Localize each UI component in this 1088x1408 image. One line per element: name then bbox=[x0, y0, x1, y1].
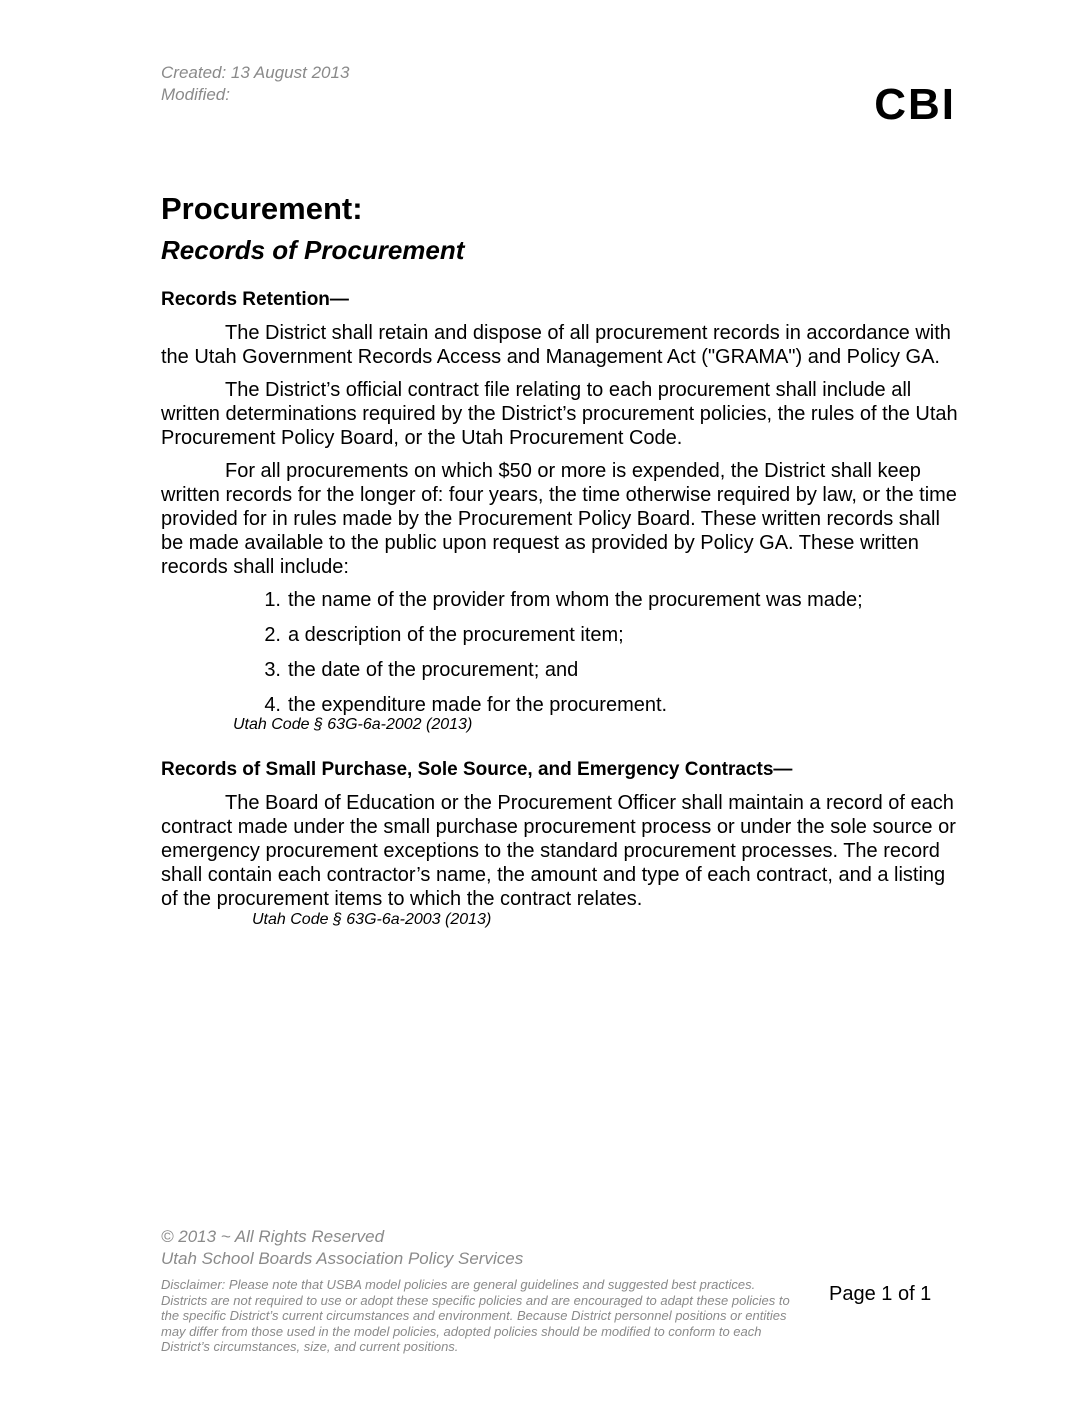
section-heading-records-retention: Records Retention— bbox=[161, 289, 349, 310]
paragraph: The Board of Education or the Procurement Officer shall maintain a record of each contract made under the small purchase procurement process or under the sole source or emergency procurement exceptions to the standard procurement processes. The record shall contain each contractor’s name, the amount and type of each contract, and a listing of the procurement items to which the contract relates. bbox=[161, 792, 956, 910]
list-item bbox=[161, 623, 961, 647]
copyright-block bbox=[161, 1226, 523, 1270]
list-item-text: the name of the provider from whom the procurement was made; bbox=[288, 589, 863, 611]
copyright-notice: © 2013 ~ All Rights Reserved bbox=[161, 1227, 385, 1246]
list-item bbox=[161, 588, 961, 612]
list-item bbox=[161, 658, 961, 682]
created-date: Created: 13 August 2013 bbox=[161, 63, 350, 82]
page-subtitle: Records of Procurement bbox=[161, 235, 465, 265]
list-item-text: a description of the procurement item; bbox=[288, 624, 624, 646]
list-item-number: 3. bbox=[264, 659, 281, 681]
legal-citation: Utah Code § 63G-6a-2002 (2013) bbox=[233, 716, 473, 733]
modified-date: Modified: bbox=[161, 85, 230, 104]
page-title: Procurement: bbox=[161, 191, 363, 226]
legal-citation: Utah Code § 63G-6a-2003 (2013) bbox=[252, 911, 492, 928]
list-item-number: 1. bbox=[264, 589, 281, 611]
list-item-text: the date of the procurement; and bbox=[288, 659, 579, 681]
paragraph: For all procurements on which $50 or more is expended, the District shall keep written records for the longer of: four years, the time otherwise required by law, or the time provided for in rules made by the Procurement Policy Board. These written records shall be made available to the public upon request as provided by Policy GA. These written records shall include: bbox=[161, 460, 957, 578]
organization-name: Utah School Boards Association Policy Services bbox=[161, 1249, 524, 1268]
page-number: Page 1 of 1 bbox=[829, 1283, 932, 1305]
list-item-number: 2. bbox=[264, 624, 281, 646]
list-item bbox=[161, 693, 961, 717]
list-item-number: 4. bbox=[264, 694, 281, 716]
policy-body bbox=[161, 288, 961, 929]
disclaimer-text: Disclaimer: Please note that USBA model policies are general guidelines and suggested best practices. Districts are not required to use or adopt these specific policies and are encouraged to adapt these policies to the specific District’s current circumstances and environment. Because District personnel positions or entities may differ from those used in the model policies, adopted policies should be modified to conform to each District’s circumstances, size, and current positions. bbox=[161, 1277, 790, 1354]
paragraph: The District shall retain and dispose of all procurement records in accordance with the Utah Government Records Access and Management Act ("GRAMA") and Policy GA. bbox=[161, 322, 951, 368]
document-meta bbox=[161, 62, 349, 106]
paragraph: The District’s official contract file relating to each procurement shall include all written determinations required by the District’s procurement policies, the rules of the Utah Procurement Policy Board, or the Utah Procurement Code. bbox=[161, 379, 958, 449]
records-list bbox=[161, 588, 961, 717]
list-item-text: the expenditure made for the procurement. bbox=[288, 694, 668, 716]
section-heading-small-purchase: Records of Small Purchase, Sole Source, and Emergency Contracts— bbox=[161, 759, 793, 780]
policy-code: CBI bbox=[874, 80, 956, 129]
